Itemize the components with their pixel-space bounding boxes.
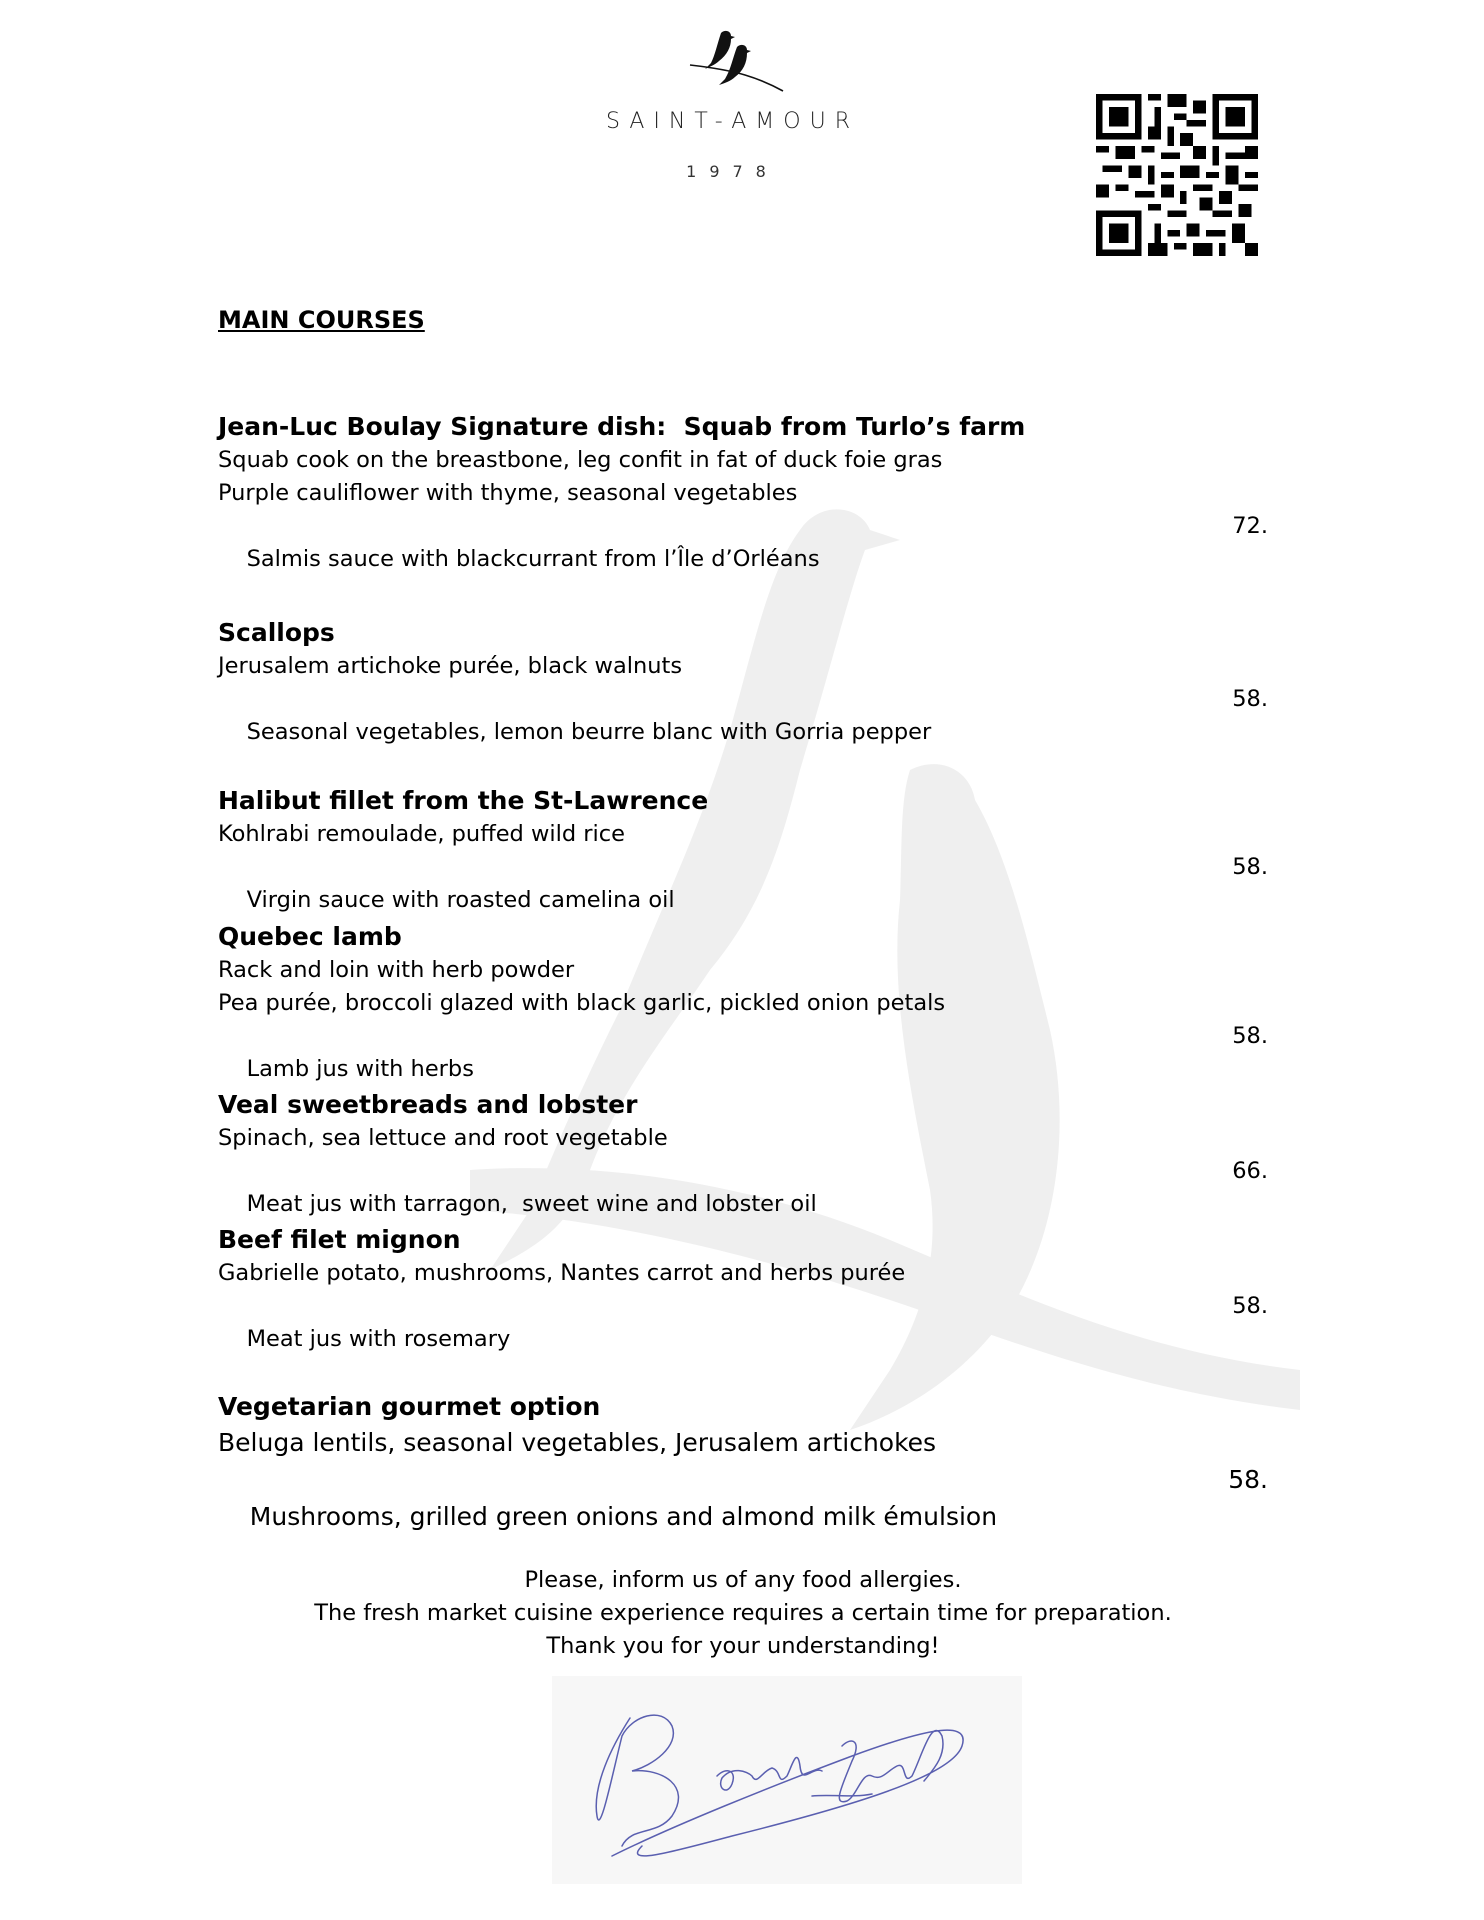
dish-description-last	[218, 510, 1268, 572]
dish-description: Lamb jus with herbs	[246, 1056, 474, 1082]
dish-description: Gabrielle potato, mushrooms, Nantes carrot and herbs purée	[218, 1260, 906, 1286]
dish-description-last	[218, 851, 1268, 913]
dish-description: Squab cook on the breastbone, leg confit in fat of duck foie gras	[218, 447, 943, 473]
dish-description: Spinach, sea lettuce and root vegetable	[218, 1125, 668, 1151]
thank-you-note: Thank you for your understanding!	[546, 1633, 940, 1659]
menu-item	[218, 1223, 1268, 1352]
menu-item	[218, 616, 1268, 745]
dish-price: 58.	[1228, 1465, 1268, 1494]
dish-description: Kohlrabi remoulade, puffed wild rice	[218, 821, 626, 847]
dish-name: Scallops	[218, 618, 335, 647]
menu-item	[218, 920, 1268, 1082]
dish-description: Meat jus with tarragon, sweet wine and lobster oil	[246, 1191, 817, 1217]
dish-name: Halibut fillet from the St-Lawrence	[218, 786, 709, 815]
signature-icon	[552, 1676, 1022, 1884]
dish-name: Beef filet mignon	[218, 1225, 461, 1254]
menu-item	[218, 1390, 1268, 1531]
allergy-note: Please, inform us of any food allergies.	[524, 1567, 962, 1593]
dish-description: Mushrooms, grilled green onions and almond milk émulsion	[249, 1502, 998, 1531]
dish-description-last	[218, 1461, 1268, 1531]
dish-name: Quebec lamb	[218, 922, 402, 951]
dish-description: Meat jus with rosemary	[246, 1326, 511, 1352]
dish-price: 58.	[1232, 854, 1268, 880]
dish-price: 58.	[1232, 686, 1268, 712]
dish-description: Beluga lentils, seasonal vegetables, Jerusalem artichokes	[218, 1428, 937, 1457]
dish-description-last	[218, 1155, 1268, 1217]
dish-description: Rack and loin with herb powder	[218, 957, 575, 983]
dish-name: Vegetarian gourmet option	[218, 1392, 601, 1421]
dish-description: Purple cauliflower with thyme, seasonal vegetables	[218, 480, 798, 506]
dish-description: Salmis sauce with blackcurrant from l’Île d’Orléans	[246, 546, 820, 572]
menu-item	[218, 410, 1268, 572]
dish-description: Jerusalem artichoke purée, black walnuts	[218, 653, 683, 679]
dish-price: 72.	[1232, 513, 1268, 539]
brand-year: 1978	[686, 162, 779, 181]
footer-notes	[218, 1564, 1268, 1663]
brand-name: SAINT-AMOUR	[606, 109, 859, 134]
menu-item	[218, 1088, 1268, 1217]
section-title: MAIN COURSES	[218, 306, 425, 334]
dish-description: Virgin sauce with roasted camelina oil	[246, 887, 675, 913]
dish-price: 66.	[1232, 1158, 1268, 1184]
menu-item	[218, 784, 1268, 913]
dish-description-last	[218, 1020, 1268, 1082]
brand-logo	[585, 25, 880, 185]
dish-price: 58.	[1232, 1023, 1268, 1049]
dish-description-last	[218, 1290, 1268, 1352]
dish-name: Veal sweetbreads and lobster	[218, 1090, 638, 1119]
birds-logo-icon	[685, 25, 785, 95]
chef-signature	[552, 1676, 1022, 1884]
dish-description: Pea purée, broccoli glazed with black garlic, pickled onion petals	[218, 990, 946, 1016]
dish-description: Seasonal vegetables, lemon beurre blanc with Gorria pepper	[246, 719, 932, 745]
dish-name: Jean-Luc Boulay Signature dish: Squab from Turlo’s farm	[218, 412, 1026, 441]
preparation-note: The fresh market cuisine experience requires a certain time for preparation.	[314, 1600, 1172, 1626]
dish-price: 58.	[1232, 1293, 1268, 1319]
qr-code[interactable]	[1096, 94, 1258, 256]
dish-description-last	[218, 683, 1268, 745]
